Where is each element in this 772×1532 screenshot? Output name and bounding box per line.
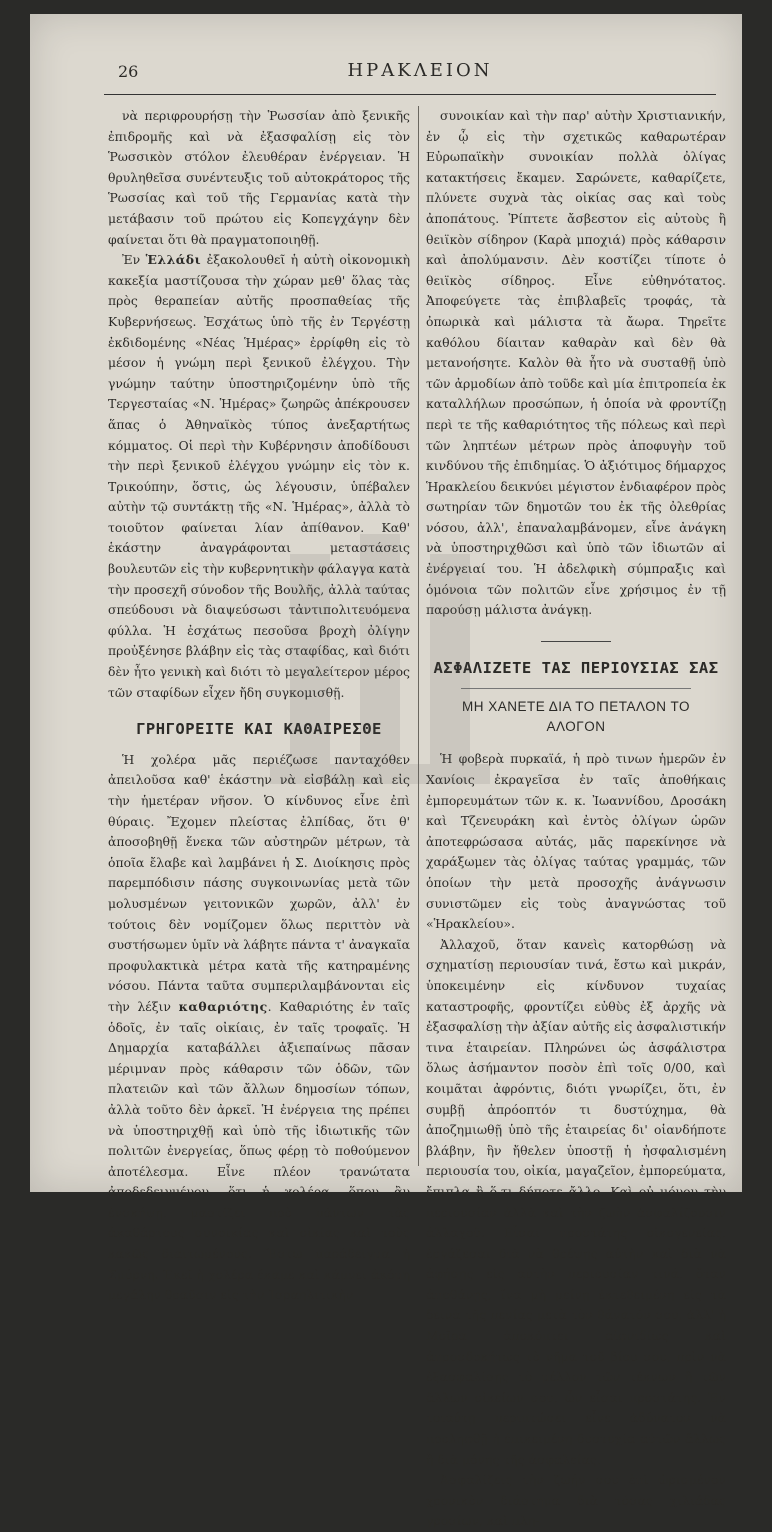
cholera-text-rest: . Καθαριότης ἐν ταῖς ὁδοῖς, ἐν ταῖς οἰκίαις, ἐν ταῖς τροφαῖς. Ἡ Δημαρχία καταβάλλει ἀξιεπαίνως πᾶσαν μέριμναν πρὸς κάθαρσιν τῶν ὁδῶν, τῶν πλατειῶν καὶ τῶν ἄλλων δημοσίων τόπων, ἀλλὰ τοῦτο δὲν ἀρκεῖ. Ἡ ἐνέργεια της πρέπει νὰ ὑποστηριχθῇ καὶ ὑπὸ τῆς ἰδιωτικῆς τῶν πολιτῶν ἐνεργείας, ὅπως φέρῃ τὸ ποθούμενον ἀποτέλεσμα. Εἶνε πλέον τρανώτατα ἀποδεδειγμένον, ὅτι ἡ χολέρα, ὅπου ἂν ἐνσκήψῃ, μαστίζει πρὸ πάντων τὰς ἀκαθάρτους συνοικίας καὶ οἰκίας καὶ τοὺς κακῶς διαιτωμένους. Ἔστω παράδειγμα ἡ Σμύρνη. Ἐκεῖ ἡ χολέρα ἔκαμε καὶ κάμνει ἀκόμη μεγάλην θραῦσιν εἰς τὴν Ἰσραηλιτικὴν [108,998,410,1303]
paragraph-greece [108,250,410,703]
page-number: 26 [118,62,139,81]
newspaper-title: ΗΡΑΚΛΕΙΟΝ [347,60,493,81]
header-rule [104,94,716,95]
column-divider [418,106,419,1166]
paragraph-russia: νὰ περιφρουρήσῃ τὴν Ῥωσσίαν ἀπὸ ξενικῆς ἐπιδρομῆς καὶ νὰ ἐξασφαλίσῃ εἰς τὸν Ῥωσσικὸν στόλον ἐλευθέραν ἐνέργειαν. Ἡ θρυληθεῖσα συνέντευξις τοῦ αὐτοκράτορος τῆς Ῥωσσίας καὶ τοῦ τῆς Γερμανίας κατὰ τὴν μετάβασιν τοῦ πρώτου εἰς Κοπεγχάγην δὲν φαίνεται ὅτι θὰ πραγματοποιηθῇ. [108,108,410,247]
heading-underline [461,688,691,689]
page-header [104,58,716,88]
article-heading-insurance: ΑΣΦΑΛΙΖΕΤΕ ΤΑΣ ΠΕΡΙΟΥΣΙΑΣ ΣΑΣ [433,658,719,677]
right-column [426,106,726,1529]
newspaper-page [30,14,742,1529]
paragraph-life-insurance: Ἀσφαλίζεις τὴν ζωήν σου ἐπὶ ὡρισμένον χρονικὸν διάστημα διὰ τόσας χιλιάδας γροσίων, καὶ πλη- [426,1472,726,1529]
paragraph-fire: Ἡ φοβερὰ πυρκαϊά, ἡ πρὸ τινων ἡμερῶν ἐν Χανίοις ἐκραγεῖσα ἐν ταῖς ἀποθήκαις ἐμπορευμάτων τῶν κ. κ. Ἰωαννίδου, Δροσάκη καὶ Τζενευράκη καὶ ἐντὸς ὀλίγων ὡρῶν ἀποτεφρώσασα αὐτάς, μᾶς παρεκίνησε νὰ χαράξωμεν τὰς ὀλίγας ταύτας γραμμάς, τῶν ὁποίων τὴν μετὰ προσοχῆς ἀνάγνωσιν συνιστῶμεν εἰς τοὺς ἀναγνώστας τοῦ «Ἡρακλείου». [426,751,726,932]
greece-text: ἐξακολουθεῖ ἡ αὐτὴ οἰκονομικὴ κακεξία μαστίζουσα τὴν χώραν μεθ' ὅλας τὰς πρὸς θεραπείαν αὐτῆς προσπαθείας τῆς Κυβερνήσεως. Ἐσχάτως ὑπὸ τῆς ἐν Τεργέστῃ ἐκδιδομένης «Νέας Ἡμέρας» ἐρρίφθη εἰς τὸ μέσον ἡ γνώμη περὶ ξενικοῦ ἐλέγχου. Τὴν γνώμην ταύτην ὑποστηριζομένην ὑπὸ τῆς Τεργεσταίας «Ν. Ἡμέρας» ζωηρῶς ἀπέκρουσεν ἅπας ὁ Ἀθηναϊκὸς τύπος ἀνεξαρτήτως κόμματος. Οἱ περὶ τὴν Κυβέρνησιν ἀποδίδουσι τὴν περὶ ξενικοῦ ἐλέγχου γνώμην εἰς τὸν κ. Τρικούπην, ὅστις, ὡς λέγουσιν, ὑπέβαλεν αὐτὴν τῷ συντάκτῃ τῆς «Ν. Ἡμέρας», ἀλλὰ τὸ τοιοῦτον φαίνεται λίαν ἀπίθανον. Καθ' ἑκάστην ἀναγράφονται μεταστάσεις βουλευτῶν εἰς τὴν κυβερνητικὴν φάλαγγα κατὰ τὴν προσεχῆ σύνοδον τῆς Βουλῆς, ἀλλὰ ταύτας σπεύδουσι νὰ διαψεύσωσι τἀντιπολιτευόμενα φύλλα. Ἡ ἐσχάτως πεσοῦσα βροχὴ ὀλίγην προὐξένησε βλάβην εἰς τὰς σταφίδας, καὶ διότι δὲν ἦτο γενικὴ καὶ διότι τὸ μεγαλείτερον μέρος τῶν σταφίδων εἶχεν ἤδη συγκομισθῇ. [108,252,410,700]
article-subheading: ΜΗ ΧΑΝΕΤΕ ΔΙΑ ΤΟ ΠΕΤΑΛΟΝ ΤΟ ΑΛΟΓΟΝ [461,699,691,735]
paragraph-cleaning: συνοικίαν καὶ τὴν παρ' αὐτὴν Χριστιανικήν, ἐν ᾧ εἰς τὴν σχετικῶς καθαρωτέραν Εὐρωπαϊκὴν συνοικίαν πολλὰ ὀλίγας κατακτήσεις ἔκαμεν. Σαρώνετε, καθαρίζετε, πλύνετε συχνὰ τὰς οἰκίας σας καὶ τοὺς ἀποπάτους. Ῥίπτετε ἄσβεστον εἰς αὐτοὺς ἢ θειϊκὸν σίδηρον (Καρὰ μποχιά) πρὸς κάθαρσιν καὶ ἀπολύμανσιν. Δὲν κοστίζει τίποτε ὁ θειϊκὸς σίδηρος. Εἶνε εὐθηνότατος. Ἀποφεύγετε τὰς ἐπιβλαβεῖς τροφάς, τὰ ὀπωρικὰ καὶ μάλιστα τὰ ἄωρα. Τηρεῖτε καθόλου δίαιταν καθαρὰν καὶ δὲν θὰ μετανοήσητε. Καλὸν θὰ ἦτο νὰ συσταθῇ ὑπὸ τῶν ἀρμοδίων ἀπὸ τοῦδε καὶ μία ἐπιτροπεία ἐκ καταλλήλων προσώπων, ἡ ὁποία νὰ φροντίζῃ περὶ τε τῆς καθαριότητος τῆς πόλεως καὶ περὶ τῶν ληπτέων μέτρων πρὸς ἀποφυγὴν τοῦ κινδύνου τῆς ἐπιδημίας. Ὁ ἀξιότιμος δήμαρχος Ἡρακλείου δεικνύει μέγιστον ἐνδιαφέρον πρὸς σωτηρίαν τῶν δημοτῶν του ἐκ τῆς ὀλεθρίας νόσου, ἀλλ', ἐπαναλαμβάνομεν, εἶνε ἀνάγκη νὰ ὑποστηριχθῶσι καὶ ὑπὸ τῶν ἰδιωτῶν αἱ ἐνέργειαί του. Ἡ ἀδελφικὴ σύμπραξις καὶ ὁμόνοια τῶν πολιτῶν εἶνε χρήσιμος ἐν τῇ παρούσῃ μάλιστα ἀνάγκῃ. [426,108,726,618]
paragraph-insurance: Ἀλλαχοῦ, ὅταν κανεὶς κατορθώσῃ νὰ σχηματίσῃ περιουσίαν τινά, ἔστω καὶ μικράν, ὑποκειμένην εἰς κίνδυνον τυχαίας καταστροφῆς, φροντίζει εὐθὺς ἐξ ἀρχῆς νὰ ἐξασφαλίσῃ τὴν ἀξίαν αὐτῆς εἰς ἀσφαλιστικήν τινα ἑταιρείαν. Πληρώνει ὡς ἀσφάλιστρα ὅλως ἀσήμαντον ποσὸν ἐπὶ τοῖς 0/00, καὶ κοιμᾶται ἀφρόντις, διότι γνωρίζει, ὅτι, ἐν συμβῇ ἀπρόοπτόν τι δυστύχημα, θὰ ἀποζημιωθῇ ὑπὸ τῆς ἑταιρείας δι' οἱανδήποτε βλάβην, ἣν ἤθελεν ὑποστῇ ἡ ἠσφαλισμένη περιουσία του, οἰκία, μαγαζεῖον, ἐμπορεύματα, ἔπιπλα ἢ ὅ,τι δήποτε ἄλλο. Καὶ οὐ μόνον τὴν περιουσίαν ἀλλὰ καὶ τὴν ζωὴν ἀσφαλίζουσιν ἀλλαχοῦ. Εἶσαι προστάτης οἰκογενείας, ἐργάζεσαι διὰ νὰ θρέψῃς αὐτὴν καὶ διὰ νὰ ἀφήσῃς εἰς αὐτὴν περιουσίαν τινά, ὅταν ἀποθάνῃς, ἵνα μὴ μείνῃ ἐκτεθειμένη εἰς τὰ δεινὰ τῆς πενίας μετὰ τὸν θάνατόν σου, ἀλλ' ἡ Μοῖρα ἀποκόπτει αἰφνιδίως καὶ ἀπροσδοκήτως τὸ νῆμα τοῦ βίου σου, πρὶν νὰ ἐξασφαλίσῃς τὸ μέλλον τῶν τέκνων ἢ τῶν ἄλλων οἰκείων σου, ὧν εἶσαι προστάτης. Ἐν τοιαύτῃ περιπτώσει εἶνε ἀδύνατον νὰ προληφθῇ ἡ ἐπικειμένη δυστυχία αὐτῶν ἄλλως ἢ διὰ μόνης τῆς ἀσφαλείας. [426,936,726,1467]
cleanliness-keyword: καθαριότης [178,998,268,1014]
article-heading-cholera: ΓΡΗΓΟΡΕΙΤΕ ΚΑΙ ΚΑΘΑΙΡΕΣΘΕ [136,720,382,739]
greece-keyword: Ἑλλάδι [145,252,202,268]
greece-lead: Ἐν [122,252,141,268]
section-divider [541,641,611,642]
left-column [108,106,410,1303]
cholera-text: Ἡ χολέρα μᾶς περιέζωσε πανταχόθεν ἀπειλοῦσα καθ' ἑκάστην νὰ εἰσβάλῃ καὶ εἰς τὴν ἡμετέραν νῆσον. Ὁ κίνδυνος εἶνε ἐπὶ θύραις. Ἔχομεν πλείστας ἐλπίδας, ὅτι θ' ἀποσοβηθῇ ἕνεκα τῶν αὐστηρῶν μέτρων, τὰ ὁποῖα ἔλαβε καὶ λαμβάνει ἡ Σ. Διοίκησις πρὸς παρεμπόδισιν πάσης συγκοινωνίας μετὰ τῶν μολυσμένων γειτονικῶν χωρῶν, ἀλλ' ἐν τούτοις δὲν νομίζομεν ὅλως περιττὸν νὰ συστήσωμεν ὑμῖν νὰ λάβητε πάντα τ' ἀναγκαῖα προφυλακτικὰ μέτρα κατὰ τῆς κατηραμένης νόσου. Πάντα ταῦτα συμπεριλαμβάνονται εἰς τὴν λέξιν [108,751,410,1014]
paragraph-cholera [108,750,410,1306]
